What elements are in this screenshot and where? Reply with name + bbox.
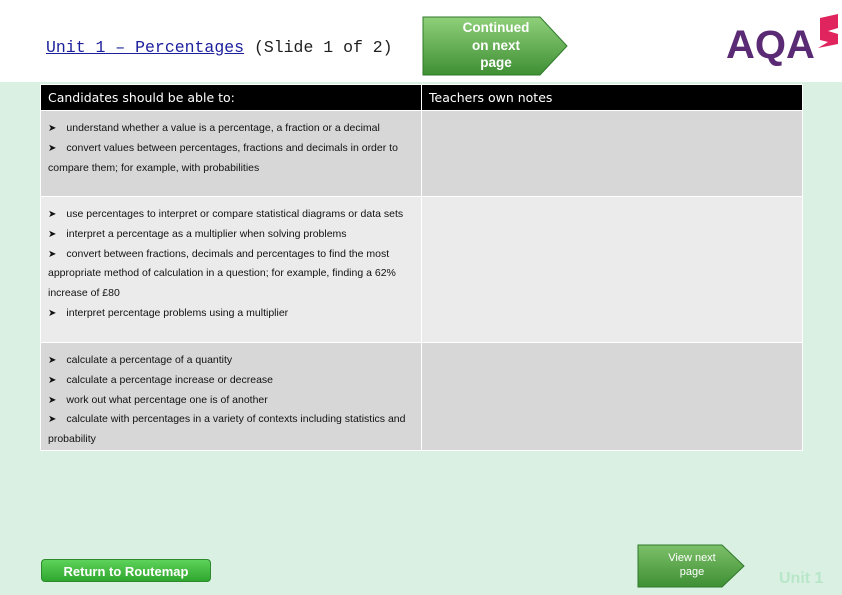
title-suffix: (Slide 1 of 2) <box>244 38 393 57</box>
arrow-bullet-icon: ➤ <box>48 228 57 240</box>
table-row <box>41 111 803 197</box>
bullet-item: ➤ interpret a percentage as a multiplier when solving problems <box>48 227 347 240</box>
bullet-item: ➤ understand whether a value is a percentage, a fraction or a decimal <box>48 122 380 134</box>
page-title <box>46 38 393 57</box>
arrow-bullet-icon: ➤ <box>48 394 57 406</box>
aqa-logo <box>724 14 840 66</box>
logo-text: AQA <box>726 23 815 66</box>
bullet-item: ➤ work out what percentage one is of another <box>48 393 268 406</box>
arrow-bullet-icon: ➤ <box>48 374 57 386</box>
notes-cell[interactable] <box>422 343 803 451</box>
objectives-cell <box>41 343 422 451</box>
title-link[interactable]: Unit 1 – Percentages <box>46 38 245 57</box>
return-to-routemap-button[interactable]: Return to Routemap <box>41 559 211 582</box>
bullet-item: ➤ calculate with percentages in a variety of contexts including statistics and probability <box>48 413 406 446</box>
view-next-page-button[interactable] <box>636 543 746 589</box>
col-left-header: Candidates should be able to: <box>41 85 422 111</box>
arrow-bullet-icon: ➤ <box>48 209 57 220</box>
bullet-item: ➤ calculate a percentage of a quantity <box>48 354 233 366</box>
objectives-cell <box>41 197 422 343</box>
view-next-label: View next page <box>668 552 716 578</box>
bullet-item: ➤ convert between fractions, decimals and percentages to find the most appropriate method of calculation in a question; for example, finding a 62% increase of £80 <box>48 247 396 300</box>
bullet-item: ➤ convert values between percentages, fractions and decimals in order to compare them; for example, with probabilities <box>48 141 398 174</box>
arrow-bullet-icon: ➤ <box>48 248 57 260</box>
arrow-bullet-icon: ➤ <box>48 142 57 154</box>
arrow-bullet-icon: ➤ <box>48 355 57 366</box>
objectives-table <box>40 84 803 451</box>
bullet-item: ➤ use percentages to interpret or compare statistical diagrams or data sets <box>48 208 404 220</box>
objectives-cell <box>41 111 422 197</box>
continued-arrow[interactable] <box>420 14 570 78</box>
table-row <box>41 343 803 451</box>
bullet-item: ➤ interpret percentage problems using a multiplier <box>48 306 289 319</box>
notes-cell[interactable] <box>422 111 803 197</box>
arrow-bullet-icon: ➤ <box>48 307 57 319</box>
table-row <box>41 197 803 343</box>
notes-cell[interactable] <box>422 197 803 343</box>
continued-label: Continued on next page <box>462 20 530 70</box>
arrow-bullet-icon: ➤ <box>48 123 57 134</box>
arrow-bullet-icon: ➤ <box>48 414 57 426</box>
col-right-header: Teachers own notes <box>422 85 803 111</box>
bullet-item: ➤ calculate a percentage increase or decrease <box>48 373 274 386</box>
unit-label: Unit 1 <box>779 570 824 587</box>
